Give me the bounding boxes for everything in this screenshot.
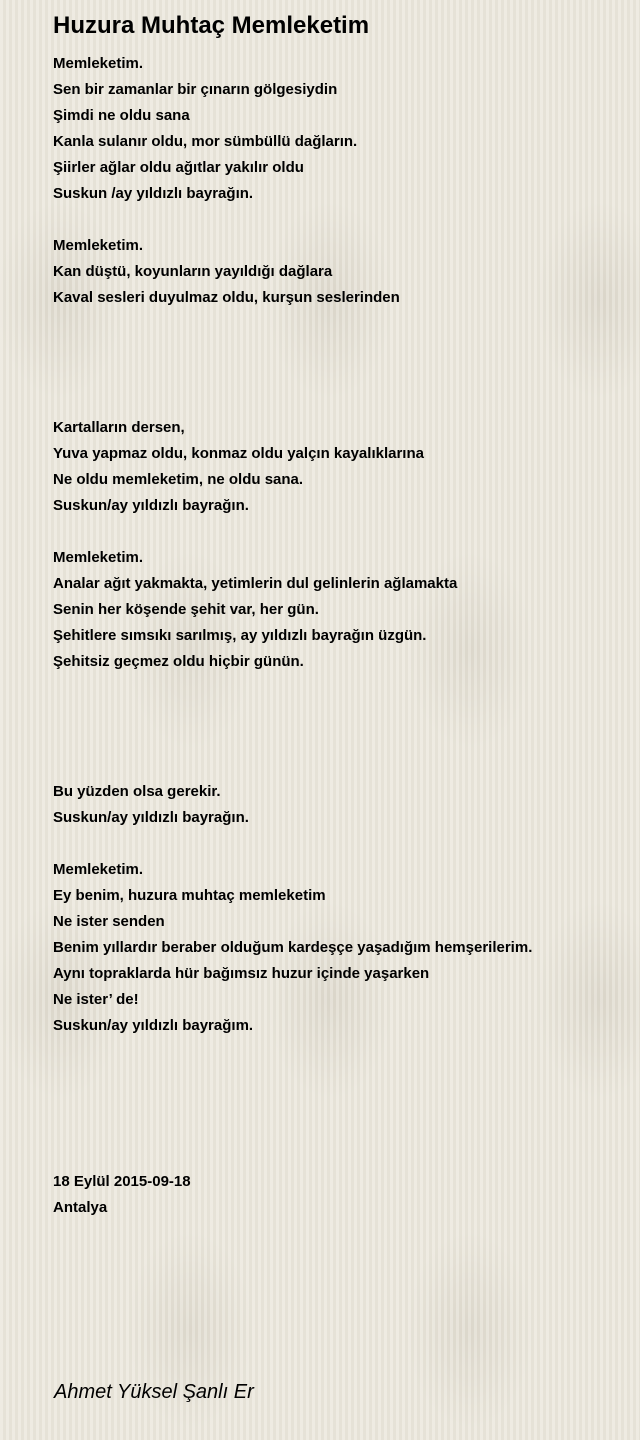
poem-title: Huzura Muhtaç Memleketim xyxy=(53,12,370,39)
poem-body: Memleketim. Sen bir zamanlar bir çınarın gölgesiydin Şimdi ne oldu sana Kanla sulanır oldu, mor sümbüllü dağların. Şiirler ağlar oldu ağıtlar yakılır oldu Suskun /ay yıldızlı bayrağın. Memleketim. Kan düştü, koyunların yayıldığı dağlara Kaval sesleri duyulmaz oldu, kurşun seslerinden Kartalların dersen, Yuva yapmaz oldu, konmaz oldu yalçın kayalıklarına Ne oldu memleketim, ne oldu sana. Suskun/ay yıldızlı bayrağın. Memleketim. Analar ağıt yakmakta, yetimlerin dul gelinlerin ağlamakta Senin her köşende şehit var, her gün. Şehitlere sımsıkı sarılmış, ay yıldızlı bayrağın üzgün. Şehitsiz geçmez oldu hiçbir günün. Bu yüzden olsa gerekir. Suskun/ay yıldızlı bayrağın. Memleketim. Ey benim, huzura muhtaç memleketim Ne ister senden Benim yıllardır beraber olduğum kardeşçe yaşadığım hemşerilerim. Aynı topraklarda hür bağımsız huzur içinde yaşarken Ne ister’ de! Suskun/ay yıldızlı bayrağım. 18 Eylül 2015-09-18 Antalya xyxy=(53,55,533,1216)
author-signature: Ahmet Yüksel Şanlı Er xyxy=(54,1381,254,1403)
